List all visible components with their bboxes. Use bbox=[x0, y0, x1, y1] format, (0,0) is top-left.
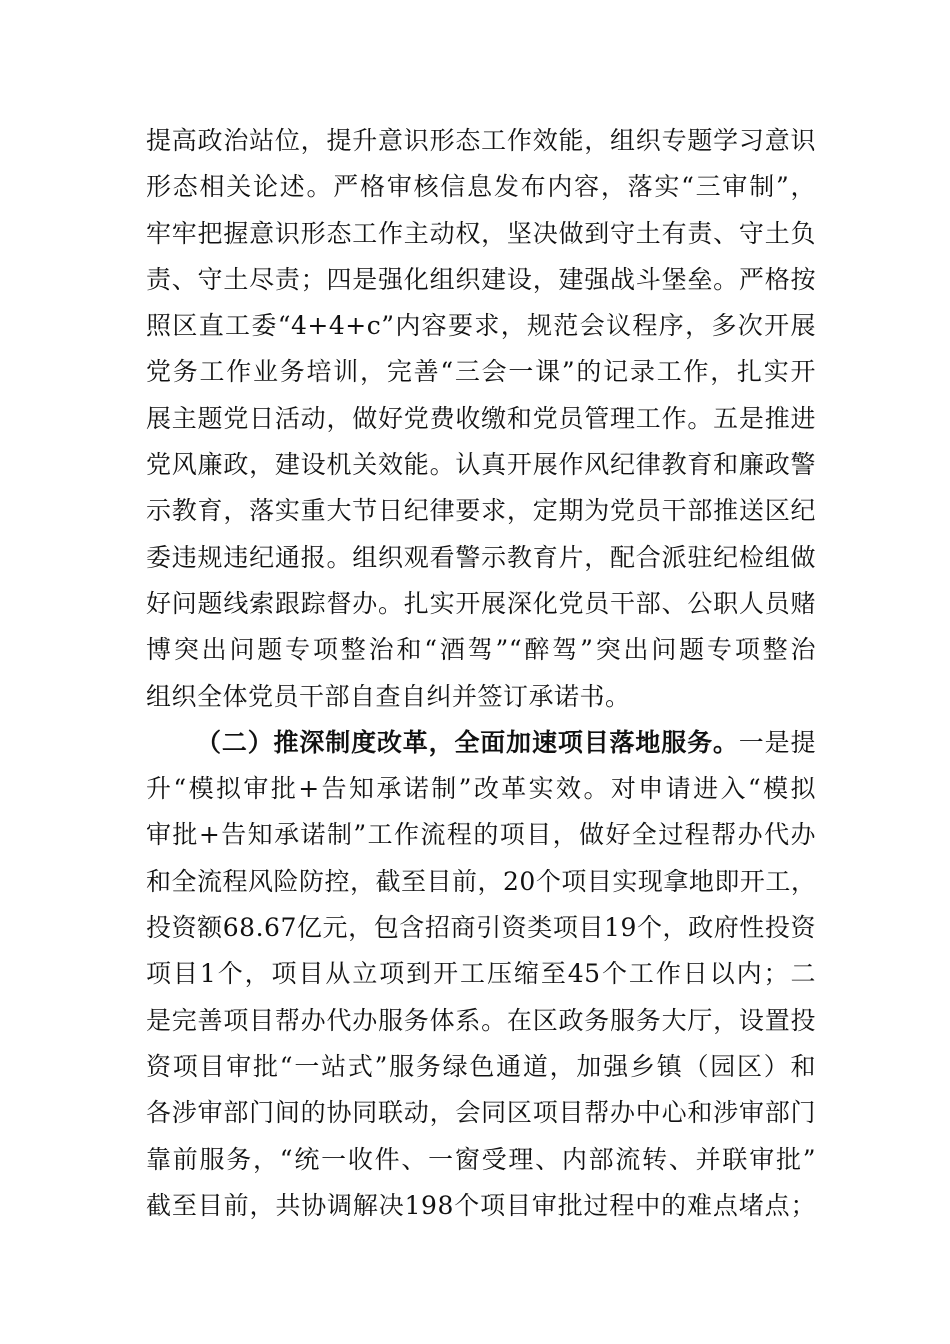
paragraph-line: 项目1个，项目从立项到开工压缩至45个工作日以内；二 bbox=[146, 959, 816, 989]
paragraph-line: 提高政治站位，提升意识形态工作效能，组织专题学习意识 bbox=[146, 126, 816, 155]
paragraph-line: 委违规违纪通报。组织观看警示教育片，配合派驻纪检组做 bbox=[146, 542, 816, 572]
paragraph-line: 各涉审部门间的协同联动，会同区项目帮办中心和涉审部门 bbox=[146, 1098, 816, 1128]
paragraph-line: 好问题线索跟踪督办。扎实开展深化党员干部、公职人员赌 bbox=[146, 588, 816, 618]
section-heading-line bbox=[146, 720, 816, 766]
paragraph-line: 形态相关论述。严格审核信息发布内容，落实“三审制”， bbox=[146, 172, 816, 202]
paragraph-line: 资项目审批“一站式”服务绿色通道，加强乡镇（园区）和 bbox=[146, 1051, 816, 1081]
paragraph-line: 照区直工委“4+4+c”内容要求，规范会议程序，多次开展 bbox=[146, 311, 816, 341]
paragraph-line: 牢牢把握意识形态工作主动权，坚决做到守土有责、守土负 bbox=[146, 218, 816, 248]
paragraph-line: 示教育，落实重大节日纪律要求，定期为党员干部推送区纪 bbox=[146, 496, 816, 526]
paragraph-line: 博突出问题专项整治和“酒驾”“醉驾”突出问题专项整治 bbox=[146, 635, 816, 665]
paragraph-line: 审批+告知承诺制”工作流程的项目，做好全过程帮办代办 bbox=[146, 820, 816, 850]
paragraph-line: 党务工作业务培训，完善“三会一课”的记录工作，扎实开 bbox=[146, 357, 816, 387]
paragraph-line: 责、守土尽责；四是强化组织建设，建强战斗堡垒。严格按 bbox=[146, 264, 816, 294]
document-body bbox=[146, 118, 816, 1229]
paragraph-line: 升“模拟审批+告知承诺制”改革实效。对申请进入“模拟 bbox=[146, 774, 816, 804]
paragraph-line: 投资额68.67亿元，包含招商引资类项目19个，政府性投资 bbox=[146, 913, 816, 943]
paragraph-line: 是完善项目帮办代办服务体系。在区政务服务大厅，设置投 bbox=[146, 1005, 816, 1035]
paragraph-line: 截至目前，共协调解决198个项目审批过程中的难点堵点； bbox=[146, 1190, 816, 1220]
paragraph-line: 和全流程风险防控，截至目前，20个项目实现拿地即开工， bbox=[146, 866, 816, 896]
paragraph-line: 展主题党日活动，做好党费收缴和党员管理工作。五是推进 bbox=[146, 403, 816, 433]
section-heading-tail: 一是提 bbox=[738, 727, 816, 757]
paragraph-line: 靠前服务，“统一收件、一窗受理、内部流转、并联审批” bbox=[146, 1144, 816, 1174]
section-heading: （二）推深制度改革，全面加速项目落地服务。 bbox=[196, 727, 739, 757]
paragraph-line: 组织全体党员干部自查自纠并签订承诺书。 bbox=[146, 681, 631, 711]
paragraph-line: 党风廉政，建设机关效能。认真开展作风纪律教育和廉政警 bbox=[146, 450, 816, 480]
